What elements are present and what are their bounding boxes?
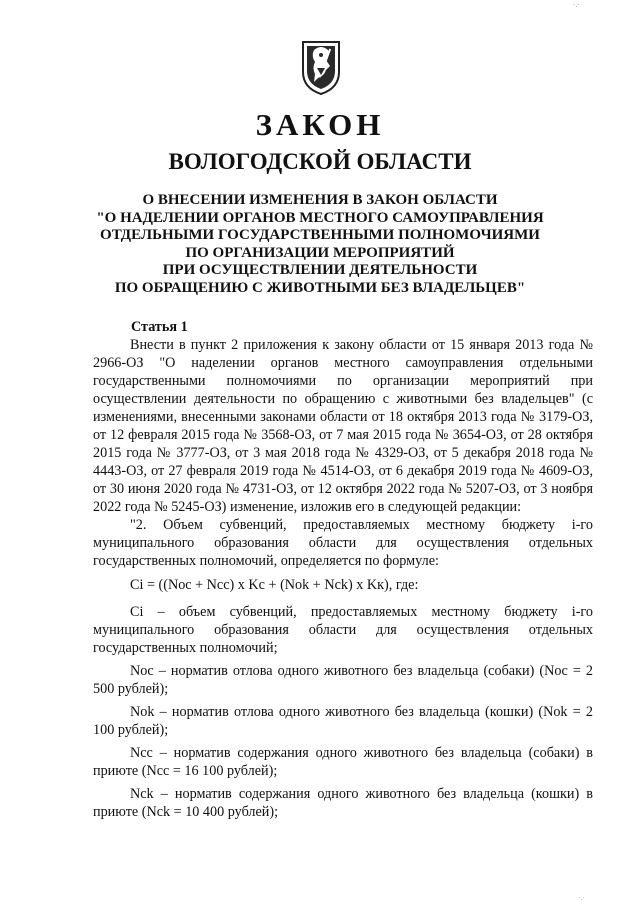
region-title: ВОЛОГОДСКОЙ ОБЛАСТИ	[168, 149, 472, 174]
amendment-paragraph: Внести в пункт 2 приложения к закону области от 15 января 2013 года № 2966-ОЗ "О наделении органов местного самоуправления отдельными государственными полномочиями по организации мероприятий при осуществлении деятельности по обращению с животными без владельцев" (с изменениями, внесенными законами области от 18 октября 2013 года № 3179-ОЗ, от 12 февраля 2015 года № 3568-ОЗ, от 7 мая 2015 года № 3654-ОЗ, от 28 октября 2015 года № 3777-ОЗ, от 3 мая 2018 года № 4329-ОЗ, от 5 декабря 2018 года № 4443-ОЗ, от 27 февраля 2019 года № 4514-ОЗ, от 6 декабря 2019 года № 4609-ОЗ, от 30 июня 2020 года № 4731-ОЗ, от 12 октября 2022 года № 5207-ОЗ, от 3 ноября 2022 года № 5245-ОЗ) изменение, изложив его в следующей редакции:	[93, 337, 593, 515]
subtitle-line: ПО ОРГАНИЗАЦИИ МЕРОПРИЯТИЙ	[185, 244, 455, 261]
coat-of-arms-icon	[300, 38, 342, 96]
definition-item: Noc – норматив отлова одного животного без владельца (собаки) (Noc = 2 500 рублей);	[93, 663, 593, 697]
article-title: Статья 1	[131, 319, 188, 335]
subtitle-line: О ВНЕСЕНИИ ИЗМЕНЕНИЯ В ЗАКОН ОБЛАСТИ	[142, 192, 498, 208]
subvention-formula: Ci = ((Noc + Ncc) x Kc + (Nok + Nck) x Kк), где:	[130, 577, 419, 593]
definition-item: Ncc – норматив содержания одного животного без владельца (собаки) в приюте (Ncc = 16 100 рублей);	[93, 745, 593, 779]
scan-mark-bottom: ·.·	[578, 894, 585, 902]
subtitle-line: ПРИ ОСУЩЕСТВЛЕНИИ ДЕЯТЕЛЬНОСТИ	[162, 262, 478, 279]
definition-item: Nck – норматив содержания одного животного без владельца (кошки) в приюте (Nck = 10 400 рублей);	[93, 786, 593, 820]
law-subtitle	[0, 192, 640, 298]
subvention-paragraph: "2. Объем субвенций, предоставляемых местному бюджету i-го муниципального образования области для осуществления отдельных государственных полномочий, определяется по формуле:	[93, 517, 593, 569]
article-body	[93, 319, 593, 821]
definition-item: Nok – норматив отлова одного животного без владельца (кошки) (Nok = 2 100 рублей);	[93, 704, 593, 738]
scan-mark-top: ·.·	[573, 1, 580, 9]
subtitle-line: ОТДЕЛЬНЫМИ ГОСУДАРСТВЕННЫМИ ПОЛНОМОЧИЯМИ	[100, 227, 540, 244]
subtitle-line: ПО ОБРАЩЕНИЮ С ЖИВОТНЫМИ БЕЗ ВЛАДЕЛЬЦЕВ"	[114, 279, 526, 296]
subtitle-line: "О НАДЕЛЕНИИ ОРГАНОВ МЕСТНОГО САМОУПРАВЛЕНИЯ	[96, 209, 544, 226]
definition-item: Ci – объем субвенций, предоставляемых местному бюджету i-го муниципального образования области для осуществления отдельных государственных полномочий;	[93, 604, 593, 656]
law-title: ЗАКОН	[255, 107, 385, 142]
